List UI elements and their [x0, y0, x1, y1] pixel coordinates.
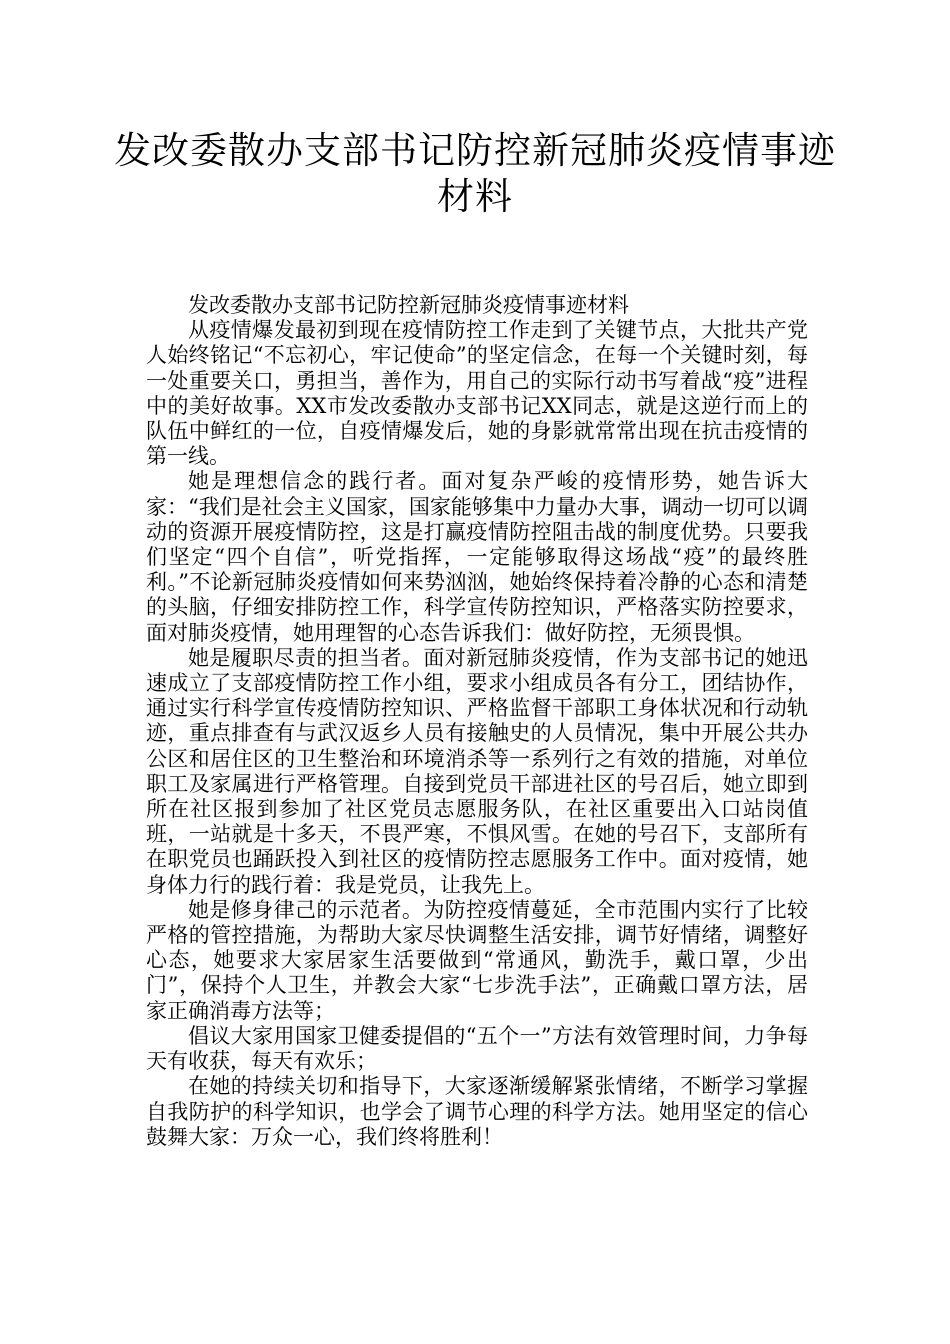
body-paragraph: 从疫情爆发最初到现在疫情防控工作走到了关键节点，大批共产党人始终铭记“不忘初心，牢记使命”的坚定信念，在每一个关键时刻，每一处重要关口，勇担当，善作为，用自己的实际行动书写着战“疫”进程中的美好故事。XX市发改委散办支部书记XX同志，就是这逆行而上的队伍中鲜红的一位，自疫情爆发后，她的身影就常常出现在抗击疫情的第一线。 — [146, 318, 808, 469]
body-paragraph: 她是修身律己的示范者。为防控疫情蔓延，全市范围内实行了比较严格的管控措施，为帮助大家尽快调整生活安排，调节好情绪，调整好心态，她要求大家居家生活要做到“常通风，勤洗手，戴口罩，少出门”，保持个人卫生，并教会大家“七步洗手法”，正确戴口罩方法，居家正确消毒方法等； — [146, 897, 808, 1023]
body-paragraph: 她是履职尽责的担当者。面对新冠肺炎疫情，作为支部书记的她迅速成立了支部疫情防控工作小组，要求小组成员各有分工，团结协作，通过实行科学宣传疫情防控知识、严格监督干部职工身体状况和行动轨迹，重点排查有与武汉返乡人员有接触史的人员情况，集中开展公共办公区和居住区的卫生整治和环境消杀等一系列行之有效的措施，对单位职工及家属进行严格管理。自接到党员干部进社区的号召后，她立即到所在社区报到参加了社区党员志愿服务队，在社区重要出入口站岗值班，一站就是十多天，不畏严寒，不惧风雪。在她的号召下，支部所有在职党员也踊跃投入到社区的疫情防控志愿服务工作中。面对疫情，她身体力行的践行着：我是党员，让我先上。 — [146, 645, 808, 897]
subtitle-paragraph: 发改委散办支部书记防控新冠肺炎疫情事迹材料 — [188, 293, 629, 317]
body-paragraph: 她是理想信念的践行者。面对复杂严峻的疫情形势，她告诉大家：“我们是社会主义国家，国家能够集中力量办大事，调动一切可以调动的资源开展疫情防控，这是打赢疫情防控阻击战的制度优势。只要我们坚定“四个自信”，听党指挥，一定能够取得这场战“疫”的最终胜利。”不论新冠肺炎疫情如何来势汹汹，她始终保持着冷静的心态和清楚的头脑，仔细安排防控工作，科学宣传防控知识，严格落实防控要求，面对肺炎疫情，她用理智的心态告诉我们：做好防控，无须畏惧。 — [146, 469, 808, 645]
document-title: 发改委散办支部书记防控新冠肺炎疫情事迹材料 — [114, 129, 836, 218]
body-paragraph: 在她的持续关切和指导下，大家逐渐缓解紧张情绪，不断学习掌握自我防护的科学知识，也学会了调节心理的科学方法。她用坚定的信心鼓舞大家：万众一心，我们终将胜利！ — [146, 1074, 808, 1149]
body-paragraph: 倡议大家用国家卫健委提倡的“五个一”方法有效管理时间，力争每天有收获，每天有欢乐； — [146, 1023, 808, 1074]
document-body — [146, 293, 808, 1150]
